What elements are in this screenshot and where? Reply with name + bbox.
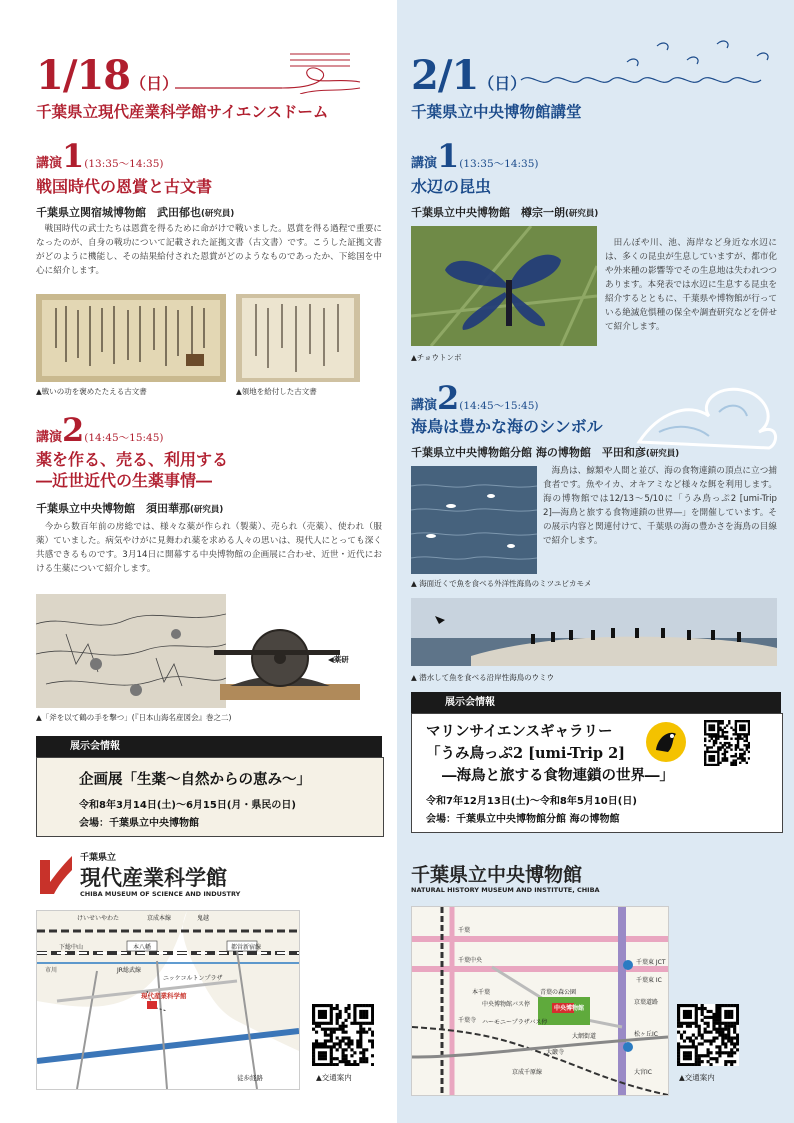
wave-splash-icon [629, 372, 779, 452]
left-logo-en: CHIBA MUSEUM OF SCIENCE AND INDUSTRY [80, 890, 241, 898]
right-lecture2-speaker: 千葉県立中央博物館分館 海の博物館 平田和彦(研究員) [411, 446, 680, 459]
wave-pattern-icon [517, 36, 777, 86]
left-logo-main: 現代産業科学館 [80, 866, 227, 890]
right-lecture2-title: 海鳥は豊かな海のシンボル [411, 417, 603, 436]
left-qr-caption: ▲交通案内 [316, 1073, 352, 1082]
left-lecture2-caption1: ▲「斧を以て鶴の手を撃つ」(『日本山海名産図会』巻之二) [36, 713, 232, 722]
right-venue: 千葉県立中央博物館講堂 [411, 102, 582, 121]
kittiwake-photo [411, 466, 537, 574]
wave-decoration-icon [170, 48, 370, 94]
exhibit-qr-code-icon[interactable] [704, 720, 750, 766]
right-lecture1-speaker: 千葉県立中央博物館 樽宗一朗(研究員) [411, 206, 599, 219]
left-lecture2-speaker: 千葉県立中央博物館 須田華那(研究員) [36, 502, 224, 515]
left-qr-code-icon[interactable] [312, 1004, 374, 1066]
left-lecture2-title: 薬を作る、売る、利用する ―近世近代の生薬事情― [36, 450, 229, 490]
right-date: 2/1（日） [411, 52, 527, 99]
right-column [397, 0, 794, 1123]
left-venue: 千葉県立現代産業科学館サイエンスドーム [36, 102, 329, 121]
dragonfly-photo [411, 226, 597, 346]
left-date-dow: （日） [130, 74, 179, 93]
left-access-map[interactable]: けいせいやわた 京成本線 鬼越 本八幡 JR総武線 都営新宿線 下総中山 市川 ニッケコルトンプラザ 現代産業科学館 徒歩経路 [36, 910, 300, 1090]
seabird-badge-icon [644, 720, 688, 764]
right-map-museum-label: 中央博物館 [554, 1005, 585, 1012]
left-exhibit-dates: 令和8年3月14日(土)～6月15日(月・県民の日) [79, 800, 296, 811]
right-lecture1-title: 水辺の昆虫 [411, 177, 492, 196]
old-document-photo-1 [36, 294, 226, 382]
edo-illustration-photo [36, 594, 226, 708]
right-access-map[interactable]: 千葉 千葉寺 本千葉 千葉中央 大巌寺 青葉の森公園 中央博物館バス停 ハーモニープラザバス停 京成千原線 千葉東 JCT 千葉東 IC 松ヶ丘IC 大宮IC 京葉道路 大網街道 中央博物館 [411, 906, 669, 1096]
cormorant-photo [411, 598, 777, 666]
right-logo-main: 千葉県立中央博物館 [411, 864, 583, 886]
left-date [36, 52, 178, 99]
left-lecture2-body: 今から数百年前の房総では、様々な薬が作られ（製薬）、売られ（売薬）、使われ（服薬）ていました。病気やけがに見舞われ薬を求める人々の思いは、現代人にとっても深く共感できるものです。3月14日に開幕する中央博物館の企画展に合わせ、近世・近代における生薬について紹介します。 [36, 522, 382, 574]
science-museum-logo-icon [36, 852, 76, 896]
left-map-museum-label: 現代産業科学館 [141, 992, 187, 1000]
left-map-legend: 徒歩経路 [237, 1074, 263, 1082]
right-lecture2-caption1: ▲ 海面近くで魚を食べる外洋性海鳥のミツユビカモメ [411, 579, 592, 588]
right-qr-caption: ▲交通案内 [679, 1073, 715, 1082]
left-exhibit-place: 会場：千葉県立中央博物館 [79, 818, 199, 829]
right-lecture2-heading: 講演2(14:45～15:45) [411, 379, 539, 417]
left-date-main: 1/18 [36, 52, 131, 99]
left-lecture1-body: 戦国時代の武士たちは恩賞を得るために命がけで戦いました。恩賞を得る過程で重要になったのが、自身の戦功について記載された証拠文書（古文書）です。こうした証拠文書がどのように機能し、その結果給付された恩賞がどのようなものであったか、下総国を中心に紹介します。 [36, 224, 382, 276]
right-qr-code-icon[interactable] [677, 1004, 739, 1066]
left-lecture1-caption2: ▲領地を給付した古文書 [236, 387, 317, 396]
left-exhibit-box [36, 757, 384, 837]
right-lecture2-body: 海鳥は、鯨類や人間と並び、海の食物連鎖の頂点に立つ捕食者です。魚やイカ、オキアミなど様々な餌を利用します。海の博物館では12/13～5/10に「うみ鳥っぷ2 [umi-Trip 2]―海鳥と旅する食物連鎖の世界―」を開催しています。その展示内容と関連付けて、千葉県の海の豊かさを海鳥の目線で紹介します。 [543, 466, 777, 546]
left-lecture2-caption2: ◀薬研 [328, 655, 349, 664]
left-lecture1-title: 戦国時代の恩賞と古文書 [36, 177, 213, 196]
right-lecture2-caption2: ▲ 潜水して魚を食べる沿岸性海鳥のウミウ [411, 673, 555, 682]
right-exhibit-box: マリンサイエンスギャラリー 「うみ鳥っぷ2 [umi-Trip 2] ―海鳥と旅する食物連鎖の世界―」 令和7年12月13日(土)～令和8年5月10日(日) 会場：千葉県立中央博物館分館 海の博物館 [411, 713, 783, 833]
left-exhibit-title: 企画展「生薬～自然からの恵み～」 [79, 771, 311, 788]
right-logo-en: NATURAL HISTORY MUSEUM AND INSTITUTE, CHIBA [411, 886, 600, 894]
old-document-photo-2 [236, 294, 360, 382]
right-lecture1-caption: ▲チョウトンボ [411, 353, 462, 362]
left-lecture1-heading: 講演1(13:35～14:35) [36, 137, 164, 175]
left-logo-small: 千葉県立 [80, 853, 117, 863]
left-lecture1-speaker: 千葉県立関宿城博物館 武田郁也(研究員) [36, 206, 235, 219]
left-lecture2-heading: 講演2(14:45～15:45) [36, 411, 164, 449]
right-lecture1-body: 田んぼや川、池、海岸など身近な水辺には、多くの昆虫が生息していますが、都市化や外来種の影響等でその生息地は失われつつあります。本発表では水辺に生息する昆虫を紹介するとともに、千葉県や博物館が行っている絶滅危惧種の保全や調査研究などを併せて紹介します。 [605, 238, 777, 332]
left-exhibit-header: 展示会情報 [36, 736, 382, 757]
right-exhibit-header: 展示会情報 [411, 692, 781, 713]
left-lecture1-caption1: ▲戦いの功を褒めたたえる古文書 [36, 387, 147, 396]
right-lecture1-heading: 講演1(13:35～14:35) [411, 137, 539, 175]
